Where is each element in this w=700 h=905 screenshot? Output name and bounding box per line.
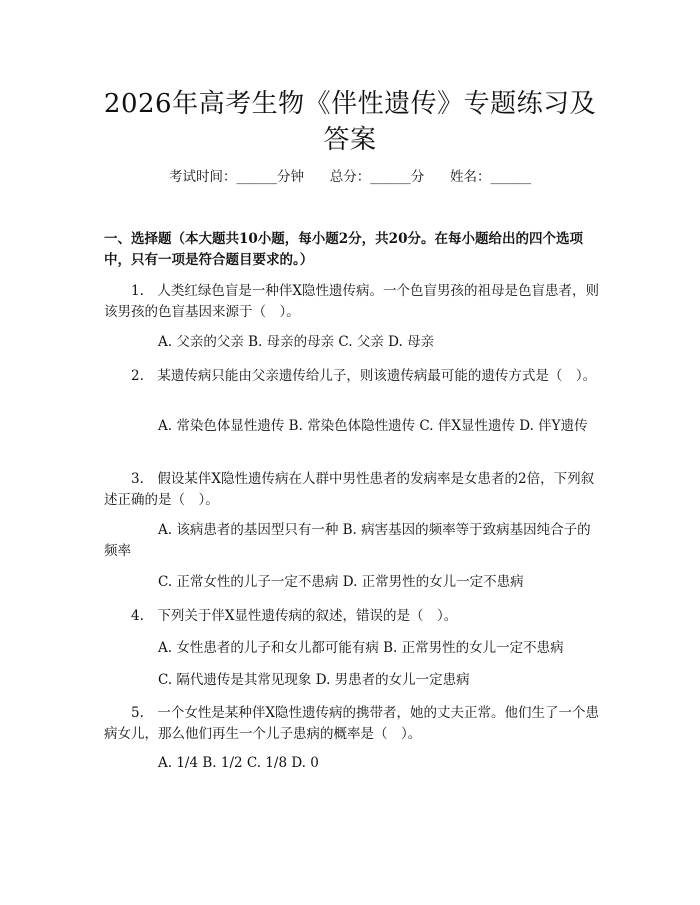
- section-heading: 一、选择题（本大题共10小题，每小题2分，共20分。在每小题给出的四个选项中，只有一项是符合题目要求的。）: [104, 231, 583, 268]
- question-options: C. 正常女性的儿子一定不患病 D. 正常男性的女儿一定不患病: [158, 574, 524, 590]
- question-options: A. 常染色体显性遗传 B. 常染色体隐性遗传 C. 伴X显性遗传 D. 伴Y遗传: [158, 418, 588, 434]
- question-stem: 2. 某遗传病只能由父亲遗传给儿子，则该遗传病最可能的遗传方式是（ ）。: [131, 368, 597, 384]
- question-options: A. 1/4 B. 1/2 C. 1/8 D. 0: [158, 755, 319, 771]
- question-options: A. 女性患者的儿子和女儿都可能有病 B. 正常男性的女儿一定不患病: [158, 640, 564, 656]
- document-title: 2026年高考生物《伴性遗传》专题练习及答案: [103, 89, 597, 155]
- question-stem: 5. 一个女性是某种伴X隐性遗传病的携带者，她的丈夫正常。他们生了一个患病女儿，那么他们再生一个儿子患病的概率是（ ）。: [104, 705, 599, 742]
- question-options: A. 父亲的父亲 B. 母亲的母亲 C. 父亲 D. 母亲: [158, 334, 435, 350]
- question-stem: 3. 假设某伴X隐性遗传病在人群中男性患者的发病率是女患者的2倍，下列叙述正确的是（ ）。: [104, 471, 595, 508]
- question-stem: 4. 下列关于伴X显性遗传病的叙述，错误的是（ ）。: [131, 608, 458, 624]
- exam-info-line: 考试时间：______分钟 总分：______分 姓名：______: [169, 169, 531, 185]
- question-options: C. 隔代遗传是其常见现象 D. 男患者的女儿一定患病: [158, 672, 470, 688]
- question-stem: 1. 人类红绿色盲是一种伴X隐性遗传病。一个色盲男孩的祖母是色盲患者，则该男孩的色盲基因来源于（ ）。: [104, 283, 599, 320]
- question-options: A. 该病患者的基因型只有一种 B. 病害基因的频率等于致病基因纯合子的频率: [104, 522, 591, 559]
